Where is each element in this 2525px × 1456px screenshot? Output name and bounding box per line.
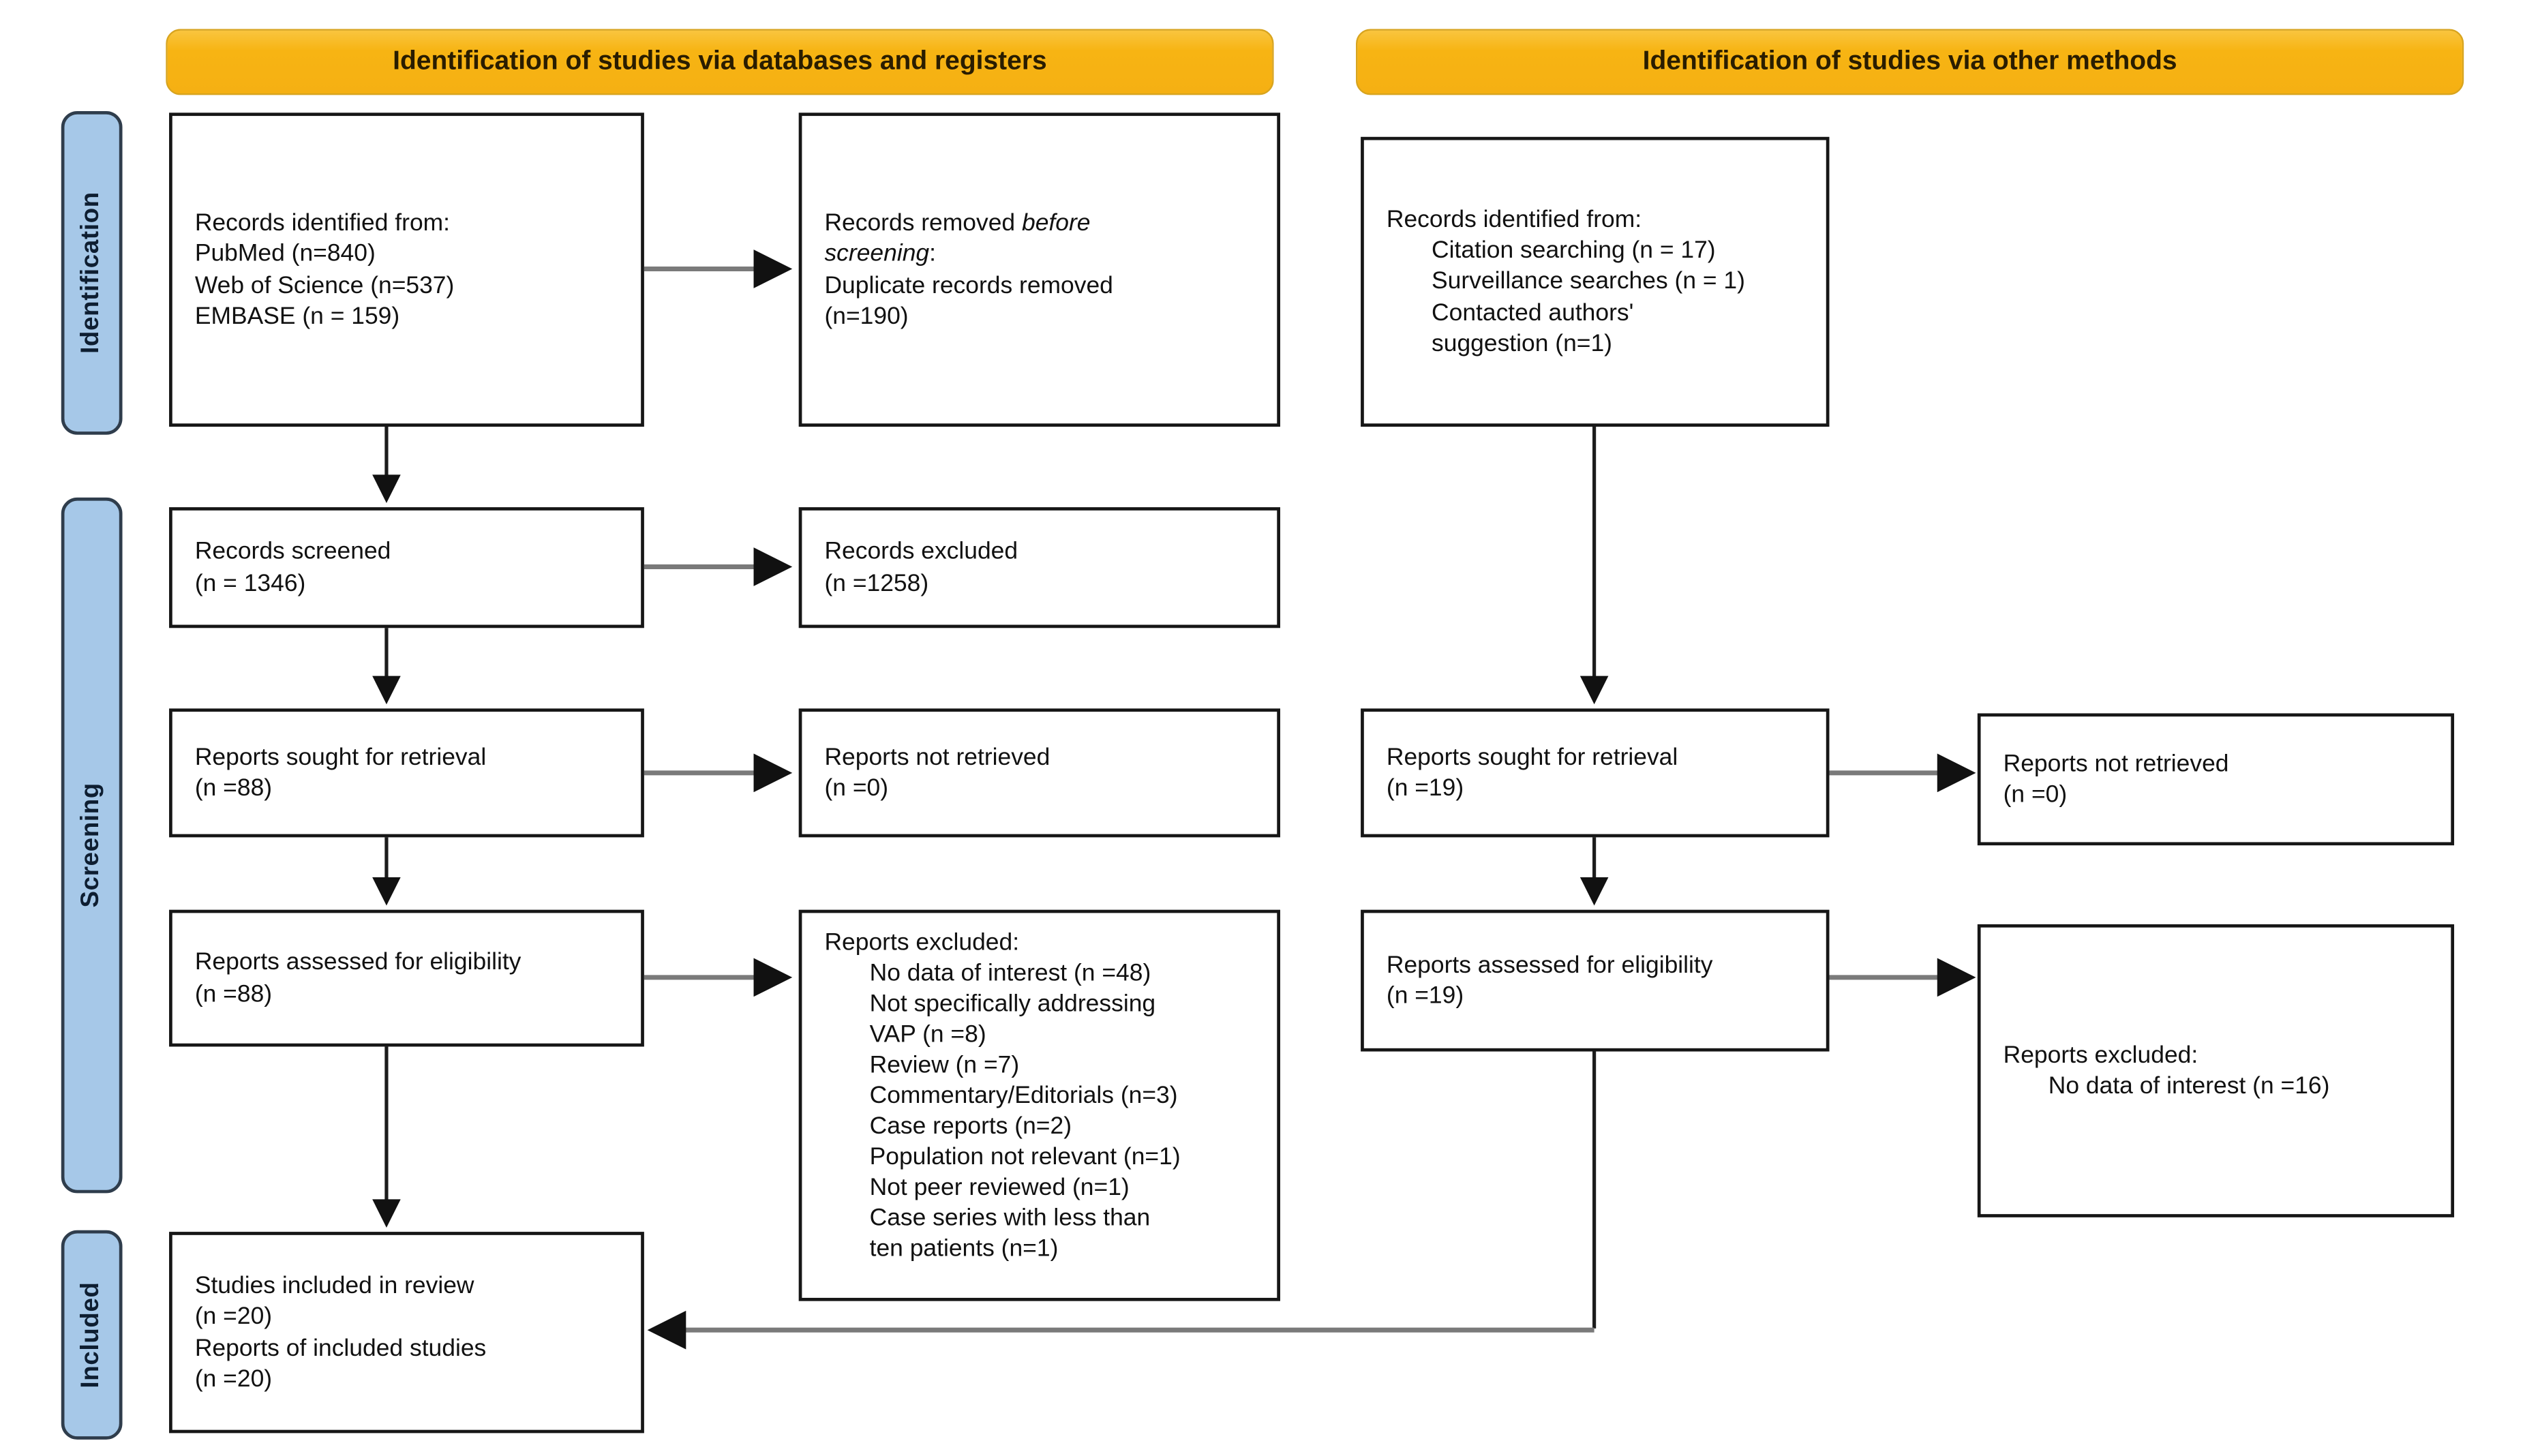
box-text-line: (n =20) bbox=[194, 1303, 273, 1331]
box-text-line: Reports assessed for eligibility bbox=[1386, 951, 1713, 980]
box-text-line: ten patients (n=1) bbox=[869, 1235, 1059, 1264]
box-text-line: (n =19) bbox=[1386, 774, 1464, 802]
box-records-screened bbox=[169, 507, 644, 628]
box-records-removed-before-screening bbox=[799, 112, 1280, 427]
box-text-line: (n=190) bbox=[824, 302, 909, 330]
box-reports-not-retrieved-other bbox=[1978, 713, 2454, 845]
box-text-line: Reports not retrieved bbox=[2003, 750, 2229, 778]
phase-label-included: Included bbox=[61, 1230, 123, 1440]
box-reports-sought-databases bbox=[169, 708, 644, 837]
banner-databases-registers bbox=[166, 29, 1273, 95]
box-text-line: (n =0) bbox=[824, 774, 889, 802]
banner-other-methods bbox=[1356, 29, 2464, 95]
box-text-line: Studies included in review bbox=[194, 1273, 474, 1301]
box-text-line: Records excluded bbox=[824, 539, 1018, 566]
box-text-line: VAP (n =8) bbox=[869, 1020, 986, 1049]
phase-label-screening: Screening bbox=[61, 498, 123, 1193]
box-text-line: (n =1258) bbox=[824, 569, 929, 597]
box-records-identified-databases bbox=[169, 112, 644, 427]
box-text-line: Records identified from: bbox=[1386, 207, 1642, 234]
box-text-line: Reports sought for retrieval bbox=[1386, 744, 1678, 772]
box-text-line: Surveillance searches (n = 1) bbox=[1432, 268, 1745, 296]
box-text-line: Not peer reviewed (n=1) bbox=[869, 1174, 1130, 1202]
box-text-line: Duplicate records removed bbox=[824, 271, 1113, 299]
box-text-line: (n =88) bbox=[194, 980, 273, 1007]
banner-databases-label: Identification of studies via databases and registers bbox=[393, 46, 1047, 76]
box-text-line: Case series with less than bbox=[869, 1204, 1151, 1233]
box-text-line: Reports assessed for eligibility bbox=[194, 949, 521, 977]
box-text-line: Population not relevant (n=1) bbox=[869, 1143, 1181, 1172]
box-text-line: (n =19) bbox=[1386, 982, 1464, 1010]
box-reports-excluded-other bbox=[1978, 924, 2454, 1217]
box-text-line: Citation searching (n = 17) bbox=[1432, 237, 1716, 265]
box-text-line: PubMed (n=840) bbox=[194, 241, 376, 269]
box-text-line: Review (n =7) bbox=[869, 1051, 1020, 1080]
box-text-line: Reports excluded: bbox=[824, 929, 1020, 957]
box-text-line: screening: bbox=[824, 241, 936, 269]
box-reports-excluded-databases bbox=[799, 910, 1280, 1301]
box-text-line: (n =0) bbox=[2003, 780, 2068, 808]
box-studies-included bbox=[169, 1232, 644, 1433]
box-reports-assessed-other bbox=[1361, 910, 1829, 1052]
box-text-line: (n = 1346) bbox=[194, 569, 306, 597]
box-records-excluded bbox=[799, 507, 1280, 628]
box-text-line: Reports excluded: bbox=[2003, 1042, 2198, 1070]
box-records-identified-other bbox=[1361, 137, 1829, 427]
box-text-line: Commentary/Editorials (n=3) bbox=[869, 1082, 1178, 1110]
box-reports-not-retrieved-databases bbox=[799, 708, 1280, 837]
box-text-line: Not specifically addressing bbox=[869, 990, 1156, 1018]
box-text-line: Contacted authors' bbox=[1432, 299, 1634, 327]
box-text-line: Records identified from: bbox=[194, 210, 451, 238]
box-text-line: Reports sought for retrieval bbox=[194, 744, 487, 772]
box-text-line: suggestion (n=1) bbox=[1432, 329, 1612, 357]
phase-label-identification: Identification bbox=[61, 111, 123, 435]
box-text-line: Records removed before bbox=[824, 210, 1091, 238]
box-text-line: Reports not retrieved bbox=[824, 744, 1050, 772]
box-text-line: No data of interest (n =48) bbox=[869, 960, 1151, 988]
banner-other-label: Identification of studies via other methods bbox=[1642, 46, 2177, 76]
box-text-line: EMBASE (n = 159) bbox=[194, 302, 400, 330]
box-reports-sought-other bbox=[1361, 708, 1829, 837]
box-text-line: Records screened bbox=[194, 539, 391, 566]
box-text-line: No data of interest (n =16) bbox=[2048, 1072, 2330, 1100]
box-reports-assessed-databases bbox=[169, 910, 644, 1047]
box-text-line: (n =88) bbox=[194, 774, 273, 802]
box-text-line: Reports of included studies bbox=[194, 1334, 487, 1362]
box-text-line: Web of Science (n=537) bbox=[194, 271, 455, 299]
box-text-line: (n =20) bbox=[194, 1365, 273, 1393]
box-text-line: Case reports (n=2) bbox=[869, 1112, 1072, 1141]
